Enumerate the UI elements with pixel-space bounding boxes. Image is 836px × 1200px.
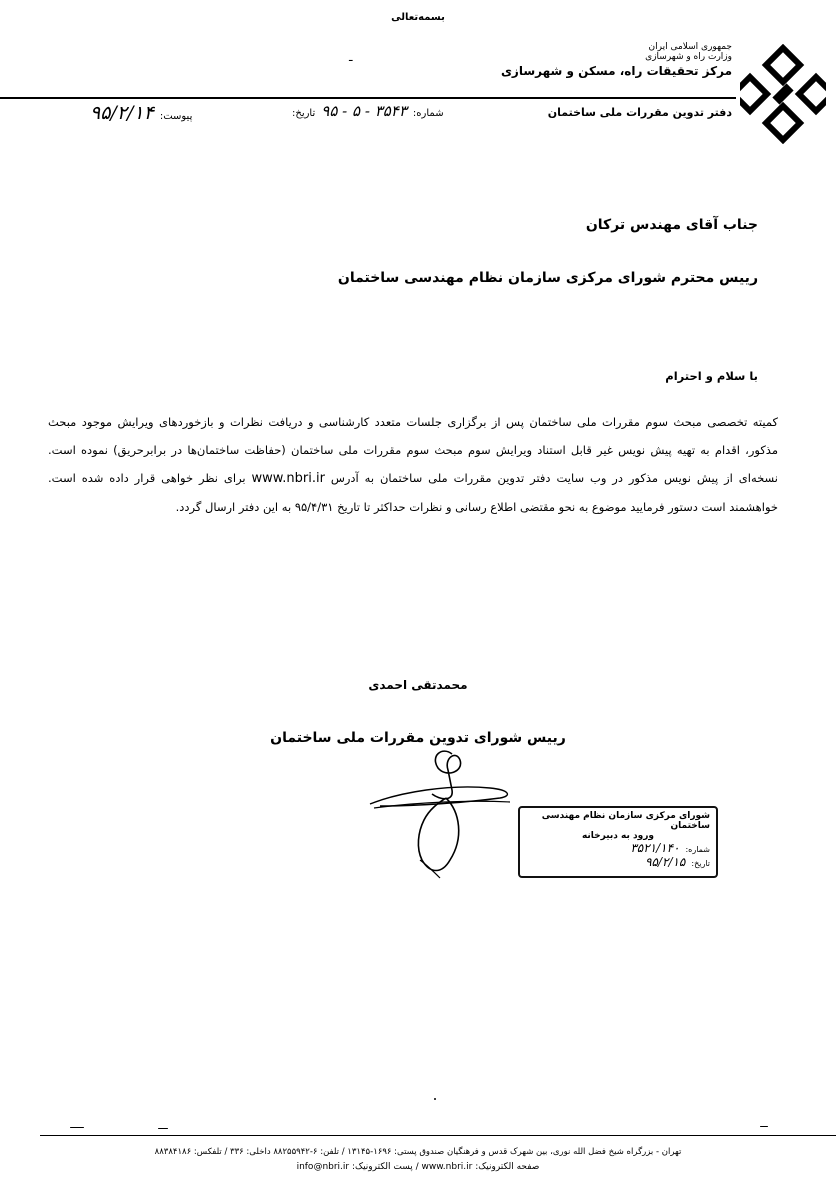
- footer-address: تهران - بزرگراه شیخ فضل الله نوری، بین شهرک قدس و فرهنگیان صندوق پستی: ۱۶۹۶-۱۳۱۴۵ / تلفن: ۶-۸۸۲۵۵۹۴۲ داخلی: ۳۳۶ / تلفکس: ۸۸۳۸۴۱۸۶: [154, 1147, 682, 1157]
- date-label: تاریخ:: [292, 108, 316, 119]
- stamp-date-label: تاریخ:: [691, 859, 710, 868]
- greeting: با سلام و احترام: [665, 369, 758, 383]
- org-line-ministry: وزارت راه و شهرسازی: [645, 52, 732, 62]
- number-label: شماره:: [412, 108, 444, 119]
- body-part-1: کمیته تخصصی مبحث سوم مقررات ملی ساختمان پس از برگزاری جلسات متعدد کارشناسی و دریافت نظرات و بازخوردهای ویرایش موجود مبحث مذکور، اقدام به تهیه پیش نویس غیر قابل استناد ویرایش سوم مبحث سوم مقررات ملی ساختمان (حفاظت ساختمان‌ها در برابرحریق) نموده است. نسخه‌ای از پیش نویس مذکور در وب سایت دفتر تدوین مقررات ملی ساختمان به آدرس: [48, 415, 779, 485]
- scan-speck: [760, 1126, 768, 1127]
- salutation: جناب آقای مهندس ترکان: [585, 217, 758, 233]
- office-name: دفتر تدوین مقررات ملی ساختمان: [547, 106, 732, 119]
- stamp-date-row: [526, 855, 710, 869]
- mark-tick: ـ: [349, 50, 353, 64]
- date-value: ۹۵/۲/۱۴: [90, 102, 154, 124]
- org-line-center: مرکز تحقیقات راه، مسکن و شهرسازی: [500, 64, 732, 78]
- signer-name: محمدتقی احمدی: [368, 678, 468, 692]
- scan-speck: [434, 1098, 436, 1100]
- basmala: بسمه‌تعالی: [391, 12, 445, 23]
- org-line-country: جمهوری اسلامی ایران: [648, 42, 732, 52]
- signer-title: رییس شورای تدوین مقررات ملی ساختمان: [270, 730, 566, 746]
- ministry-logo-icon: [740, 44, 826, 144]
- stamp-subtitle: ورود به دبیرخانه: [581, 831, 655, 841]
- stamp-number-label: شماره:: [685, 845, 710, 854]
- letter-body: [48, 408, 778, 521]
- footer-divider: [40, 1135, 836, 1136]
- number-value: ۳۵۴۳ - ۵ - ۹۵: [321, 102, 407, 120]
- body-part-2: برای نظر خواهی قرار داده شده است. خواهشمند است دستور فرمایید موضوع به نحو مقتضی اطلاع رسانی و نظرات حداکثر تا تاریخ ۹۵/۴/۳۱ به این دفتر ارسال گردد.: [48, 471, 778, 514]
- attachment-label: پیوست:: [159, 111, 193, 122]
- organization-block: [501, 42, 732, 80]
- date-attachment-block: [90, 102, 192, 124]
- scan-speck: [70, 1127, 84, 1128]
- stamp-date-value: ۹۵/۲/۱۵: [645, 855, 686, 869]
- stamp-number-value: ۳۵۲۱/۱۴۰: [630, 841, 680, 855]
- website-link[interactable]: www.nbri.ir: [251, 471, 325, 486]
- scan-speck: [158, 1128, 168, 1129]
- stamp-title: شورای مرکزی سازمان نظام مهندسی ساختمان: [541, 811, 710, 831]
- reference-number-block: [292, 102, 444, 120]
- footer-contact: صفحه الکترونیک: www.nbri.ir / پست الکترونیک: info@nbri.ir: [296, 1162, 540, 1172]
- header-divider: [0, 97, 736, 99]
- stamp-number-row: [526, 841, 710, 855]
- receipt-stamp: [518, 806, 718, 878]
- recipient-title: رییس محترم شورای مرکزی سازمان نظام مهندسی ساختمان: [337, 270, 758, 286]
- handwritten-signature: [360, 742, 520, 882]
